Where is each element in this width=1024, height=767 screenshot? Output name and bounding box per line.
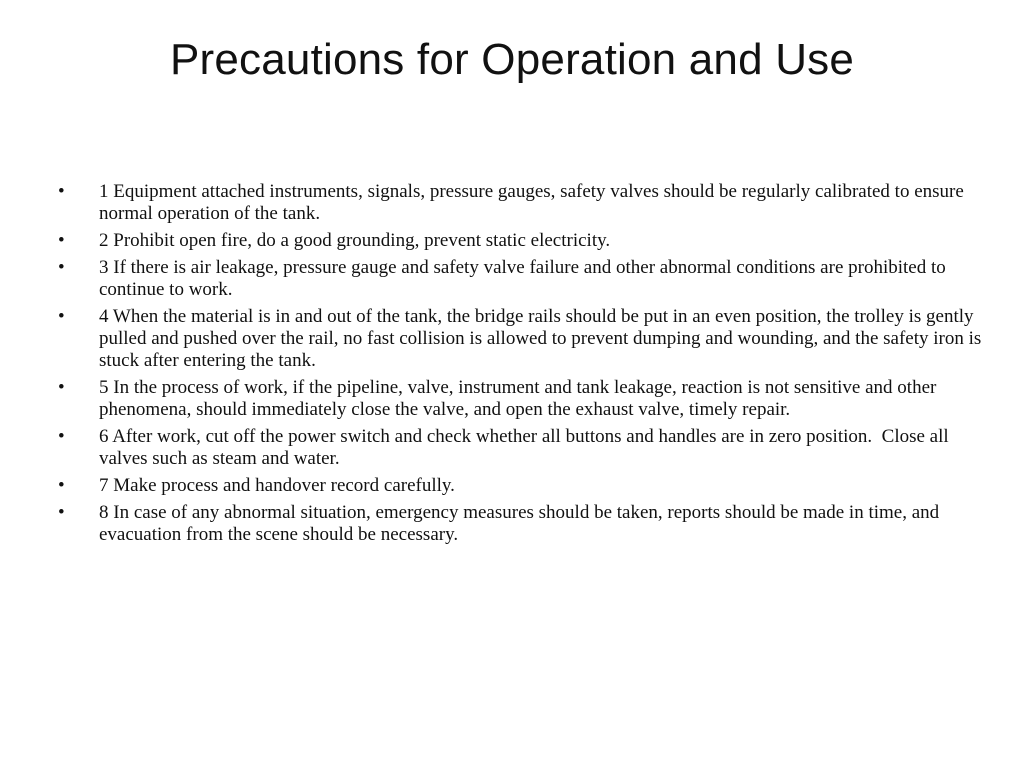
list-item [58,230,988,252]
slide-title: Precautions for Operation and Use [169,35,855,84]
bullet-text: 8 In case of any abnormal situation, emergency measures should be taken, reports should be made in time, and evacuation from the scene should be necessary. [99,502,944,545]
bullet-text: 7 Make process and handover record carefully. [99,475,455,496]
list-item [58,181,988,225]
list-item [58,475,988,497]
bullet-icon: • [58,181,65,202]
bullet-text: 2 Prohibit open fire, do a good grounding, prevent static electricity. [99,230,611,251]
bullet-icon: • [58,257,65,278]
bullet-text: 1 Equipment attached instruments, signals, pressure gauges, safety valves should be regularly calibrated to ensure normal operation of the tank. [99,181,969,224]
bullet-text: 6 After work, cut off the power switch and check whether all buttons and handles are in zero position. Close all valves such as steam and water. [99,426,954,469]
list-item [58,502,988,546]
bullet-icon: • [58,306,65,327]
list-item [58,306,988,372]
bullet-text: 5 In the process of work, if the pipeline, valve, instrument and tank leakage, reaction is not sensitive and other phenomena, should immediately close the valve, and open the exhaust valve, timely repair. [99,377,942,420]
bullet-icon: • [58,377,65,398]
bullet-icon: • [58,502,65,523]
bullet-text: 4 When the material is in and out of the tank, the bridge rails should be put in an even position, the trolley is gently pulled and pushed over the rail, no fast collision is allowed to prevent dumping and wounding, and the safety iron is stuck after entering the tank. [99,306,987,371]
list-item [58,377,988,421]
bullet-list [58,181,988,551]
list-item [58,426,988,470]
bullet-icon: • [58,426,65,447]
bullet-icon: • [58,230,65,251]
list-item [58,257,988,301]
bullet-icon: • [58,475,65,496]
bullet-text: 3 If there is air leakage, pressure gauge and safety valve failure and other abnormal conditions are prohibited to continue to work. [99,257,951,300]
